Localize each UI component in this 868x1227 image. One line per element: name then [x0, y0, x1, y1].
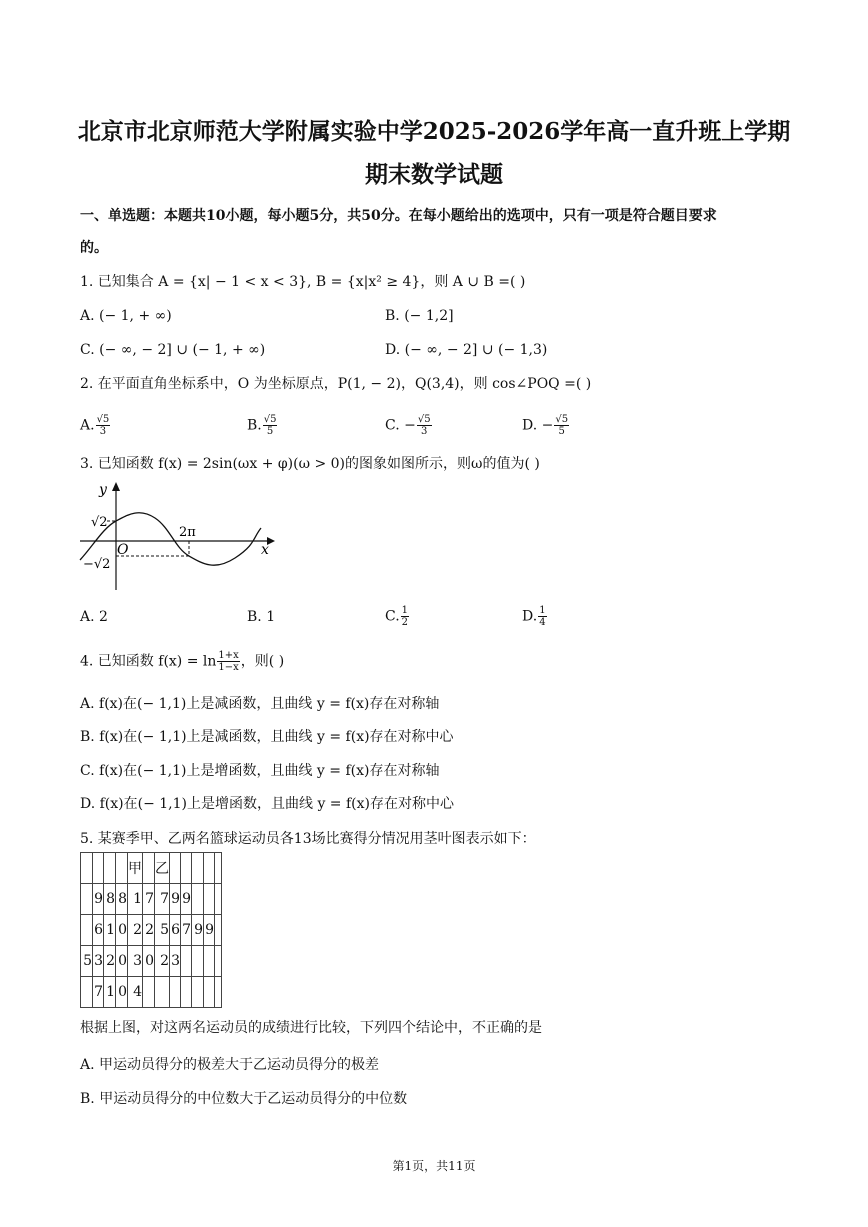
q4-stem: 4. 已知函数 f(x) = ln $\frac{1+x}{1-x}$ ，则( ) — [80, 650, 285, 673]
table-cell: 9 — [170, 884, 181, 915]
table-cell — [93, 853, 104, 884]
table-cell: 9 — [181, 884, 192, 915]
q2-option-d: D. − $\frac{√5}{5}$ — [522, 414, 569, 437]
x-label: x — [261, 542, 269, 558]
q4-option-c: C. f(x)在(− 1,1)上是增函数，且曲线 y = f(x)存在对称轴 — [80, 763, 440, 779]
table-cell: 9 — [93, 884, 104, 915]
page-subtitle: 期末数学试题 — [365, 161, 503, 188]
q3-option-d: D. $\frac{1}{4}$ — [522, 605, 546, 628]
page-footer: 第1页，共11页 — [392, 1159, 476, 1173]
table-cell: 2 — [104, 946, 116, 977]
table-cell: 0 — [116, 977, 128, 1008]
q1-option-c: C. (− ∞, − 2] ∪ (− 1, + ∞) — [80, 342, 266, 358]
table-cell — [215, 853, 222, 884]
two-pi-label: 2π — [179, 525, 196, 540]
table-cell: 7 — [181, 915, 192, 946]
table-cell: 0 — [143, 946, 155, 977]
table-cell: 4 — [128, 977, 143, 1008]
q3-stem: 3. 已知函数 f(x) = 2sin(ωx + φ)(ω > 0)的图象如图所示，则ω的值为( ) — [80, 456, 540, 472]
q3-option-b: B. 1 — [247, 609, 276, 625]
q5-option-b: B. 甲运动员得分的中位数大于乙运动员得分的中位数 — [80, 1091, 408, 1107]
table-cell — [204, 884, 215, 915]
table-cell — [181, 853, 192, 884]
section-heading: 一、单选题：本题共10小题，每小题5分，共50分。在每小题给出的选项中，只有一项是符合题目要求 — [80, 208, 717, 224]
table-cell: 6 — [170, 915, 181, 946]
origin-label: O — [117, 542, 129, 558]
table-cell: 7 — [93, 977, 104, 1008]
table-row — [81, 884, 222, 915]
table-cell — [116, 853, 128, 884]
table-row — [81, 915, 222, 946]
table-cell — [204, 977, 215, 1008]
q1-stem: 1. 已知集合 A = {x| − 1 < x < 3}, B = {x|x² ≥ 4}，则 A ∪ B =( ) — [80, 274, 526, 290]
root2-label: √2 — [91, 515, 108, 530]
table-cell: 2 — [128, 915, 143, 946]
q2-option-c: C. − $\frac{√5}{3}$ — [385, 414, 431, 437]
table-cell — [170, 977, 181, 1008]
q1-option-d: D. (− ∞, − 2] ∪ (− 1,3) — [385, 342, 548, 358]
q4-option-d: D. f(x)在(− 1,1)上是增函数，且曲线 y = f(x)存在对称中心 — [80, 796, 454, 812]
table-cell — [143, 977, 155, 1008]
table-cell: 5 — [81, 946, 93, 977]
q4-option-a: A. f(x)在(− 1,1)上是减函数，且曲线 y = f(x)存在对称轴 — [80, 696, 440, 712]
table-cell: 8 — [116, 884, 128, 915]
table-cell: 7 — [143, 884, 155, 915]
table-cell: 6 — [93, 915, 104, 946]
table-cell: 9 — [204, 915, 215, 946]
sine-graph — [75, 478, 275, 596]
q5-after-text: 根据上图，对这两名运动员的成绩进行比较，下列四个结论中，不正确的是 — [80, 1020, 542, 1036]
table-cell: 0 — [116, 915, 128, 946]
stem-leaf-table — [80, 852, 222, 1008]
q3-option-a: A. 2 — [80, 609, 108, 625]
table-cell — [192, 884, 204, 915]
table-cell — [181, 977, 192, 1008]
table-cell: 3 — [93, 946, 104, 977]
table-cell: 7 — [155, 884, 170, 915]
table-cell — [192, 946, 204, 977]
table-cell — [170, 853, 181, 884]
table-cell: 0 — [116, 946, 128, 977]
q5-option-a: A. 甲运动员得分的极差大于乙运动员得分的极差 — [80, 1057, 380, 1073]
table-cell: 5 — [155, 915, 170, 946]
table-cell — [192, 977, 204, 1008]
table-cell — [81, 977, 93, 1008]
table-cell — [215, 884, 222, 915]
table-cell — [104, 853, 116, 884]
table-cell: 9 — [192, 915, 204, 946]
table-cell: 3 — [128, 946, 143, 977]
table-cell: 2 — [155, 946, 170, 977]
table-cell: 1 — [128, 884, 143, 915]
table-row — [81, 977, 222, 1008]
table-cell: 1 — [104, 977, 116, 1008]
y-label: y — [99, 482, 107, 498]
table-cell: 3 — [170, 946, 181, 977]
table-cell — [181, 946, 192, 977]
neg-root2-label: −√2 — [83, 557, 111, 572]
table-cell — [155, 977, 170, 1008]
q2-stem: 2. 在平面直角坐标系中，O 为坐标原点，P(1, − 2)，Q(3,4)，则 cos∠POQ =( ) — [80, 376, 592, 392]
table-cell — [143, 853, 155, 884]
table-row — [81, 946, 222, 977]
table-cell — [81, 884, 93, 915]
table-cell — [81, 915, 93, 946]
page-title: 北京市北京师范大学附属实验中学2025-2026学年高一直升班上学期 — [77, 118, 791, 145]
table-cell — [204, 853, 215, 884]
table-cell: 8 — [104, 884, 116, 915]
table-cell — [215, 946, 222, 977]
q4-option-b: B. f(x)在(− 1,1)上是减函数，且曲线 y = f(x)存在对称中心 — [80, 729, 454, 745]
table-cell — [215, 915, 222, 946]
table-cell — [192, 853, 204, 884]
table-cell — [204, 946, 215, 977]
table-cell: 2 — [143, 915, 155, 946]
q1-option-b: B. (− 1,2] — [385, 308, 454, 324]
y-axis-arrow-icon — [112, 482, 120, 491]
table-cell — [81, 853, 93, 884]
section-heading-cont: 的。 — [80, 240, 108, 256]
q2-option-b: B. $\frac{√5}{5}$ — [247, 414, 277, 437]
q1-option-a: A. (− 1, + ∞) — [80, 308, 172, 324]
table-cell — [215, 977, 222, 1008]
table-cell: 乙 — [155, 853, 170, 884]
table-cell: 甲 — [128, 853, 143, 884]
q3-option-c: C. $\frac{1}{2}$ — [385, 605, 409, 628]
table-cell: 1 — [104, 915, 116, 946]
table-row — [81, 853, 222, 884]
q5-stem: 5. 某赛季甲、乙两名篮球运动员各13场比赛得分情况用茎叶图表示如下： — [80, 831, 536, 847]
q2-option-a: A. $\frac{√5}{3}$ — [80, 414, 110, 437]
